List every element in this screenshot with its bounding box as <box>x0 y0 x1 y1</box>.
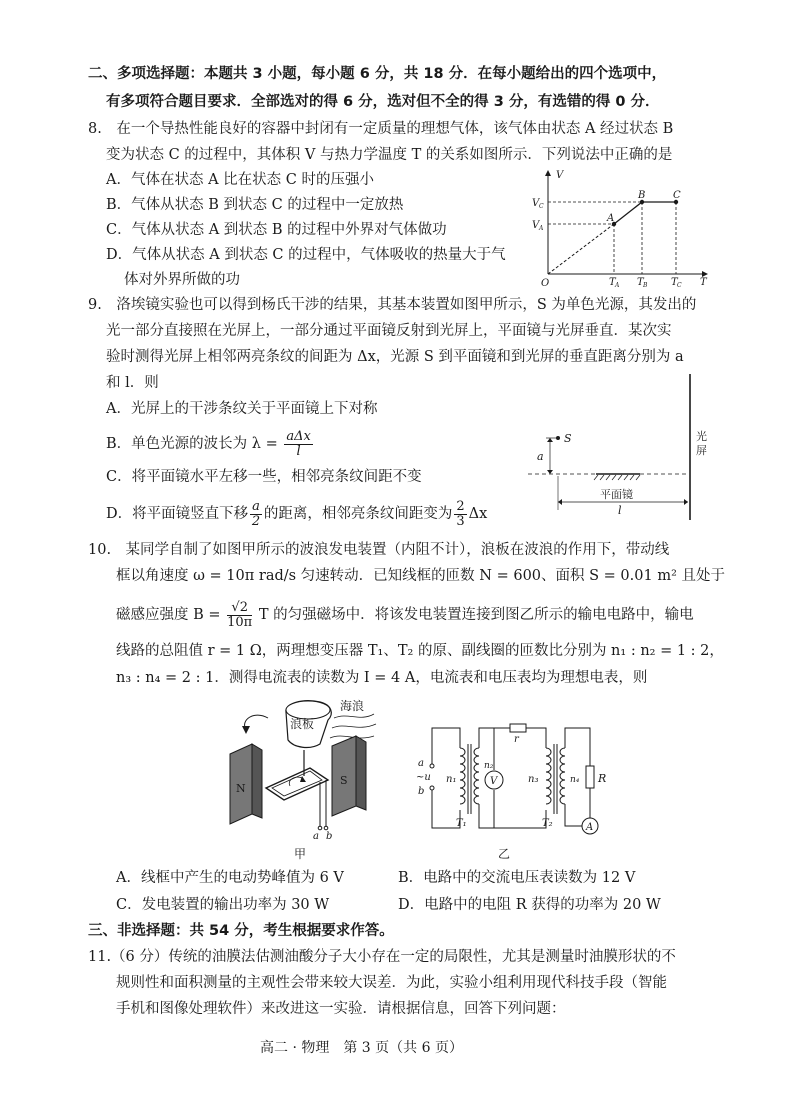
q10-option-d: D．电路中的电阻 R 获得的功率为 20 W <box>398 897 661 913</box>
q10-figure-generator <box>224 696 394 866</box>
q10-option-b: B．电路中的交流电压表读数为 12 V <box>398 870 636 886</box>
q9-screen-label-2: 屏 <box>696 444 707 457</box>
q8-tc-label: T <box>671 277 678 288</box>
q8-va-sub: A <box>539 225 544 232</box>
q9-mirror-label: 平面镜 <box>600 488 633 501</box>
q8-tb-label: T <box>637 277 644 288</box>
q10-b-fraction: $\frac{√2}{10\pi}$ <box>227 600 253 630</box>
q10-voltmeter-label: V <box>490 776 498 787</box>
q10-magnet-s-label: S <box>340 774 348 787</box>
section-2-heading-line1: 二、多项选择题：本题共 3 小题，每小题 6 分，共 18 分．在每小题给出的四个选项中， <box>88 66 667 82</box>
q8-option-c: C．气体从状态 A 到状态 B 的过程中外界对气体做功 <box>106 222 447 238</box>
q11-stem-line3: 手机和图像处理软件）来改进这一实验．请根据信息，回答下列问题： <box>116 1001 566 1017</box>
q9-stem-line2: 光一部分直接照在光屏上，一部分通过平面镜反射到光屏上，平面镜与光屏垂直．某次实 <box>106 323 672 339</box>
q8-option-d-line2: 体对外界所做的功 <box>124 272 240 288</box>
q9-option-d-fraction2: $\frac{2}{3}$ <box>456 499 465 529</box>
q8-label-a: A <box>607 213 615 224</box>
q9-option-d: D．将平面镜竖直下移 $\frac{a}{2}$ 的距离，相邻亮条纹间距变为 $\frac{2}{3}$ Δx <box>106 499 488 529</box>
q9-screen-label-1: 光 <box>696 430 707 443</box>
q10-stem-line1: 10. 某同学自制了如图甲所示的波浪发电装置（内阻不计），浪板在波浪的作用下，带动线 <box>88 542 670 558</box>
q9-lloyd-mirror-figure <box>528 372 718 522</box>
q10-circuit-b-label: b <box>418 786 425 797</box>
q9-distance-a-label: a <box>537 450 544 463</box>
q9-source-point <box>556 436 560 440</box>
q8-option-d-line1: D．气体从状态 A 到状态 C 的过程中，气体吸收的热量大于气 <box>106 247 506 263</box>
q10-n1-label: n₁ <box>446 774 457 785</box>
section-2-heading-line2: 有多项符合题目要求．全部选对的得 6 分，选对但不全的得 3 分，有选错的得 0 分． <box>106 94 660 110</box>
q10-n3-label: n₃ <box>528 774 539 785</box>
page-footer: 高二 · 物理 第 3 页（共 6 页） <box>260 1040 463 1056</box>
q8-option-a: A．气体在状态 A 比在状态 C 时的压强小 <box>106 172 374 188</box>
q10-line-r-label: r <box>514 734 519 745</box>
q10-n4-label: n₄ <box>570 775 580 785</box>
q10-figure-b-caption: 乙 <box>498 847 511 861</box>
q10-option-a: A．线框中产生的电动势峰值为 6 V <box>116 870 344 886</box>
q10-stem-line4: 线路的总阻值 r = 1 Ω，两理想变压器 T₁、T₂ 的原、副线圈的匝数比分别为 n₁ : n₂ = 1 : 2， <box>116 643 724 659</box>
q9-stem-line3: 验时测得光屏上相邻两亮条纹的间距为 Δx，光源 S 到平面镜和到光屏的垂直距离分别为 a <box>106 349 684 365</box>
q10-stem-line2: 框以角速度 ω = 10π rad/s 匀速转动．已知线框的匝数 N = 600、面积 S = 0.01 m² 且处于 <box>116 568 725 584</box>
q8-origin-label: O <box>541 278 550 289</box>
q10-t1-label: T₁ <box>456 818 467 829</box>
q10-stem-line3: 磁感应强度 B = $\frac{√2}{10\pi}$ T 的匀强磁场中．将该发电装置连接到图乙所示的输电电路中，输电 <box>116 600 694 630</box>
q10-stem-line5: n₃ : n₄ = 2 : 1．测得电流表的读数为 I = 4 A，电流表和电压表均为理想电表，则 <box>116 670 648 686</box>
q8-label-b: B <box>638 190 646 201</box>
q10-resistor-r-label: R <box>598 772 607 785</box>
q11-stem-line2: 规则性和面积测量的主观性会带来较大误差．为此，实验小组利用现代科技手段（智能 <box>116 975 667 991</box>
q8-stem-line2: 变为状态 C 的过程中，其体积 V 与热力学温度 T 的关系如图所示．下列说法中正确的是 <box>106 147 673 163</box>
q8-option-b: B．气体从状态 B 到状态 C 的过程中一定放热 <box>106 197 404 213</box>
q8-ta-sub: A <box>615 282 620 289</box>
q10-t2-label: T₂ <box>542 818 553 829</box>
q9-option-c: C．将平面镜水平左移一些，相邻亮条纹间距不变 <box>106 469 422 485</box>
q10-terminal-b-label: b <box>326 831 333 842</box>
section-3-heading: 三、非选择题：共 54 分，考生根据要求作答。 <box>88 923 394 939</box>
q10-circuit-a-label: a <box>418 758 424 769</box>
q10-magnet-n-label: N <box>236 782 246 795</box>
q8-vc-label: V <box>532 198 540 209</box>
q8-vt-graph <box>530 168 710 288</box>
q9-option-b <box>106 430 315 458</box>
q10-circuit-u-label: ~u <box>416 772 431 783</box>
q9-option-d-fraction1: $\frac{a}{2}$ <box>251 499 261 529</box>
q8-va-label: V <box>532 220 540 231</box>
q9-option-a: A．光屏上的干涉条纹关于平面镜上下对称 <box>106 401 378 417</box>
q8-label-c: C <box>673 190 681 201</box>
q8-axis-t-label: T <box>700 277 707 288</box>
q9-option-b-fraction: $\frac{\text{aΔx}}{l}$ <box>286 429 311 459</box>
q9-distance-l-label: l <box>618 504 622 517</box>
q9-stem-line4: 和 l．则 <box>106 375 159 391</box>
q9-source-label: S <box>564 432 572 445</box>
q8-stem-line1: 8. 在一个导热性能良好的容器中封闭有一定质量的理想气体，该气体由状态 A 经过状态 B <box>88 121 674 137</box>
q11-stem-line1: 11.（6 分）传统的油膜法估测油酸分子大小存在一定的局限性，尤其是测量时油膜形状的不 <box>88 949 676 965</box>
q10-terminal-a-label: a <box>313 831 319 842</box>
q10-figure-circuit <box>410 718 610 868</box>
q8-tb-sub: B <box>643 282 648 289</box>
q10-wave-label: 海浪 <box>340 699 365 713</box>
q8-axis-v-label: V <box>556 170 564 181</box>
q10-figure-a-caption: 甲 <box>294 847 307 861</box>
q9-stem-line1: 9. 洛埃镜实验也可以得到杨氏干涉的结果，其基本装置如图甲所示，S 为单色光源，其发出的 <box>88 297 697 313</box>
q8-ta-label: T <box>609 277 616 288</box>
q10-ammeter-label: A <box>586 822 594 833</box>
q10-option-c: C．发电装置的输出功率为 30 W <box>116 897 330 913</box>
q10-board-label: 浪板 <box>290 717 315 731</box>
q10-n2-label: n₂ <box>484 761 494 771</box>
q8-vc-sub: C <box>539 203 544 210</box>
q8-tc-sub: C <box>677 282 682 289</box>
q9-option-b-text: B．单色光源的波长为 λ = <box>106 436 283 453</box>
